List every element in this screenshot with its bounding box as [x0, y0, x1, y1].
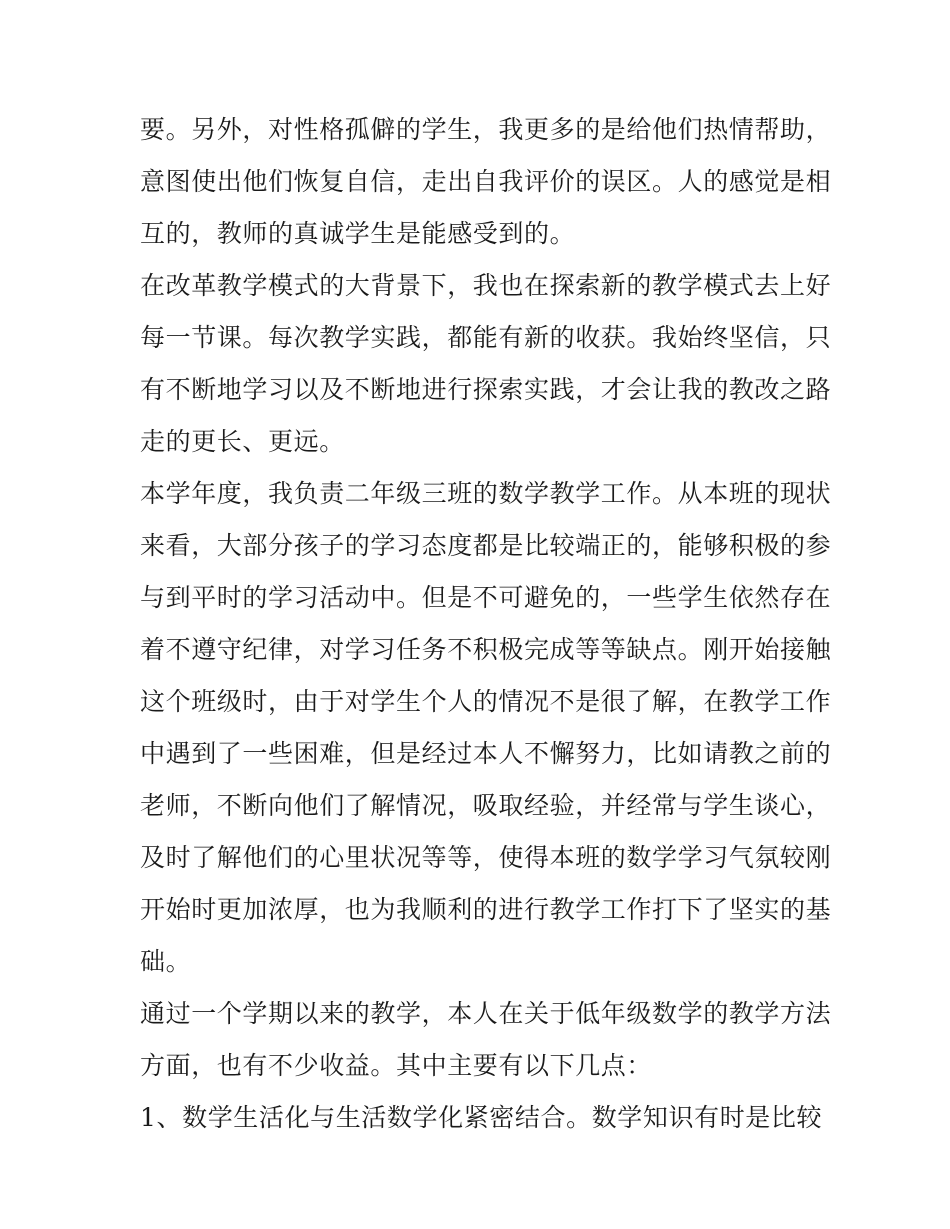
text-line: 互的，教师的真诚学生是能感受到的。	[140, 219, 576, 248]
text-line: 走的更长、更远。	[140, 427, 345, 456]
text-line: 在改革教学模式的大背景下，我也在探索新的教学模式去上好	[140, 271, 832, 300]
text-line: 中遇到了一些困难，但是经过本人不懈努力，比如请教之前的	[140, 739, 832, 768]
text-line: 本学年度，我负责二年级三班的数学教学工作。从本班的现状	[140, 479, 832, 508]
text-line: 着不遵守纪律，对学习任务不积极完成等等缺点。刚开始接触	[140, 635, 832, 664]
text-line: 通过一个学期以来的教学，本人在关于低年级数学的教学方法	[140, 999, 832, 1028]
text-line: 每一节课。每次教学实践，都能有新的收获。我始终坚信，只	[140, 323, 832, 352]
text-line: 这个班级时，由于对学生个人的情况不是很了解，在教学工作	[140, 687, 832, 716]
text-line: 开始时更加浓厚，也为我顺利的进行教学工作打下了坚实的基	[140, 895, 832, 924]
text-line: 与到平时的学习活动中。但是不可避免的，一些学生依然存在	[140, 583, 832, 612]
text-line: 老师，不断向他们了解情况，吸取经验，并经常与学生谈心，	[140, 791, 832, 820]
text-line: 础。	[140, 947, 192, 976]
text-line: 要。另外，对性格孤僻的学生，我更多的是给他们热情帮助，	[140, 115, 832, 144]
text-line: 有不断地学习以及不断地进行探索实践，才会让我的教改之路	[140, 375, 832, 404]
text-line: 及时了解他们的心里状况等等，使得本班的数学学习气氛较刚	[140, 843, 832, 872]
body-text	[140, 104, 830, 1144]
text-line: 1、数学生活化与生活数学化紧密结合。数学知识有时是比较	[140, 1103, 823, 1132]
text-line: 方面，也有不少收益。其中主要有以下几点：	[140, 1051, 653, 1080]
text-line: 意图使出他们恢复自信，走出自我评价的误区。人的感觉是相	[140, 167, 832, 196]
text-line: 来看，大部分孩子的学习态度都是比较端正的，能够积极的参	[140, 531, 832, 560]
